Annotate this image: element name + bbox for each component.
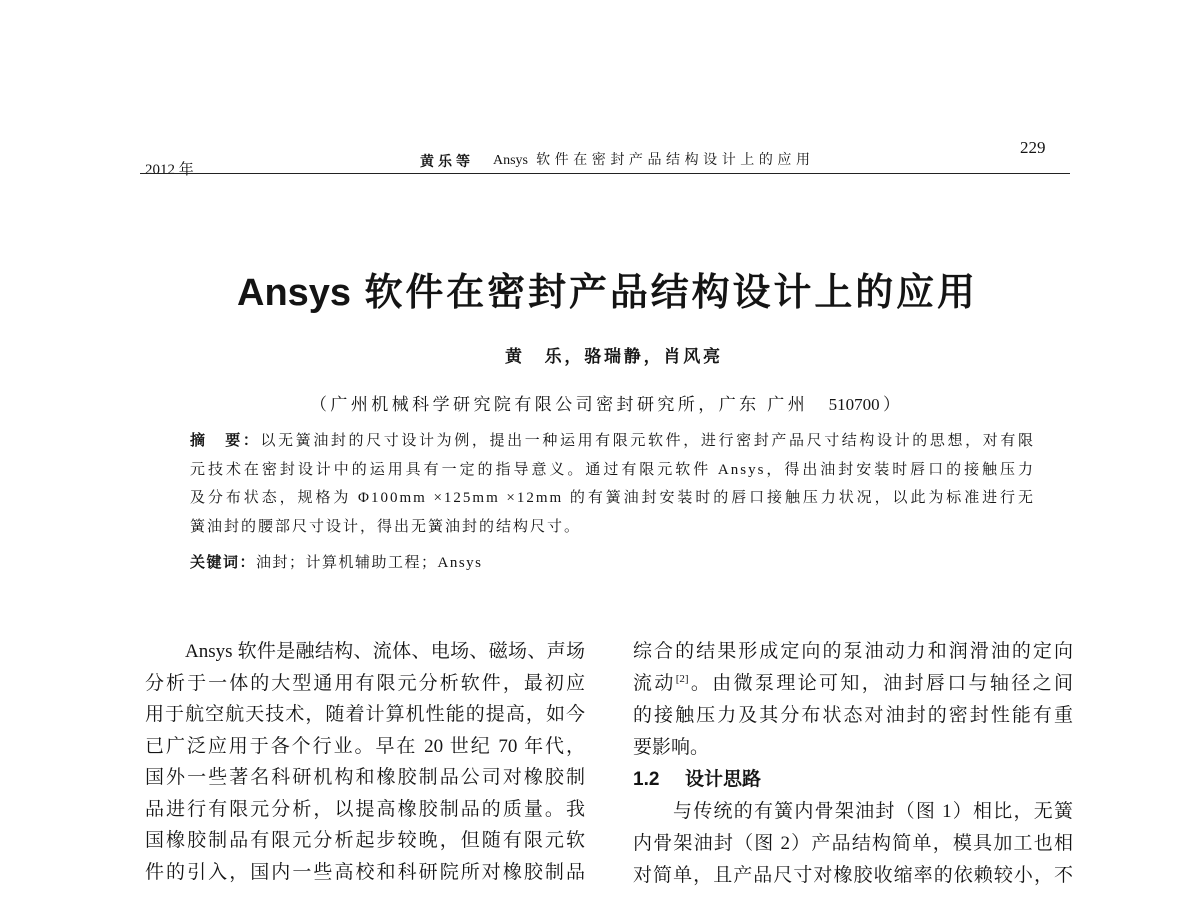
body-line: 内骨架油封（图 2）产品结构简单，模具加工也相 <box>633 833 1073 854</box>
abstract-text: 以无簧油封的尺寸设计为例，提出一种运用有限元软件，进行密封产品尺寸结构设计的思想，对有限 <box>260 433 1035 449</box>
body-line: 的接触压力及其分布状态对油封的密封性能有重 <box>633 705 1073 726</box>
keywords <box>190 549 483 577</box>
section-heading <box>633 764 1073 796</box>
header-rule <box>140 173 1070 174</box>
body-text: 流动 <box>633 673 676 694</box>
page-number: 229 <box>1020 138 1046 157</box>
body-line: 与传统的有簧内骨架油封（图 1）相比，无簧 <box>673 801 1073 822</box>
body-column-left <box>145 636 585 888</box>
body-line: 综合的结果形成定向的泵油动力和润滑油的定向 <box>633 641 1073 662</box>
body-line: 件的引入，国内一些高校和科研院所对橡胶制品 <box>145 861 585 883</box>
paper-title: Ansys 软件在密封产品结构设计上的应用 <box>237 272 975 314</box>
abstract-label: 摘 要： <box>190 432 261 449</box>
body-line: 已广泛应用于各个行业。早在 20 世纪 70 年代， <box>145 735 585 757</box>
body-line: 国外一些著名科研机构和橡胶制品公司对橡胶制 <box>145 767 585 788</box>
keywords-label: 关键词： <box>190 554 257 571</box>
body-line: 用于航空航天技术，随着计算机性能的提高，如今 <box>145 704 585 725</box>
body-column-right <box>633 636 1073 892</box>
header-authors: 黄乐等 <box>420 153 470 169</box>
citation-marker: [2] <box>675 673 689 685</box>
body-text: 。由微泵理论可知，油封唇口与轴径之间 <box>688 673 1073 694</box>
body-line: 国橡胶制品有限元分析起步较晚，但随有限元软 <box>145 830 585 851</box>
abstract <box>190 427 1035 542</box>
author-list: 黄 乐，骆瑞静，肖风亮 <box>505 347 720 366</box>
body-line: Ansys 软件是融结构、流体、电场、磁场、声场 <box>185 641 585 662</box>
body-line: 分析于一体的大型通用有限元分析软件，最初应 <box>145 672 585 694</box>
section-title: 设计思路 <box>685 769 762 790</box>
body-line: 品进行有限元分析，以提高橡胶制品的质量。我 <box>145 798 585 820</box>
keywords-text: 油封；计算机辅助工程；Ansys <box>256 555 483 571</box>
section-number: 1.2 <box>633 769 660 790</box>
header-running-title: Ansys 软件在密封产品结构设计上的应用 <box>493 153 810 168</box>
abstract-line: 元技术在密封设计中的运用具有一定的指导意义。通过有限元软件 Ansys，得出油封安装时唇口的接触压力 <box>190 461 1035 478</box>
abstract-line <box>190 427 1035 456</box>
header-year: 2012 年 <box>145 162 194 178</box>
body-line <box>633 668 1073 700</box>
affiliation: （广州机械科学研究院有限公司密封研究所，广东 广州 510700） <box>310 395 900 414</box>
body-line: 对简单，且产品尺寸对橡胶收缩率的依赖较小，不 <box>633 865 1073 886</box>
abstract-line: 簧油封的腰部尺寸设计，得出无簧油封的结构尺寸。 <box>190 519 582 536</box>
abstract-line: 及分布状态，规格为 Φ100mm ×125mm ×12mm 的有簧油封安装时的唇口接触压力状况，以此为标准进行无 <box>190 490 1035 507</box>
body-line: 要影响。 <box>633 737 710 758</box>
